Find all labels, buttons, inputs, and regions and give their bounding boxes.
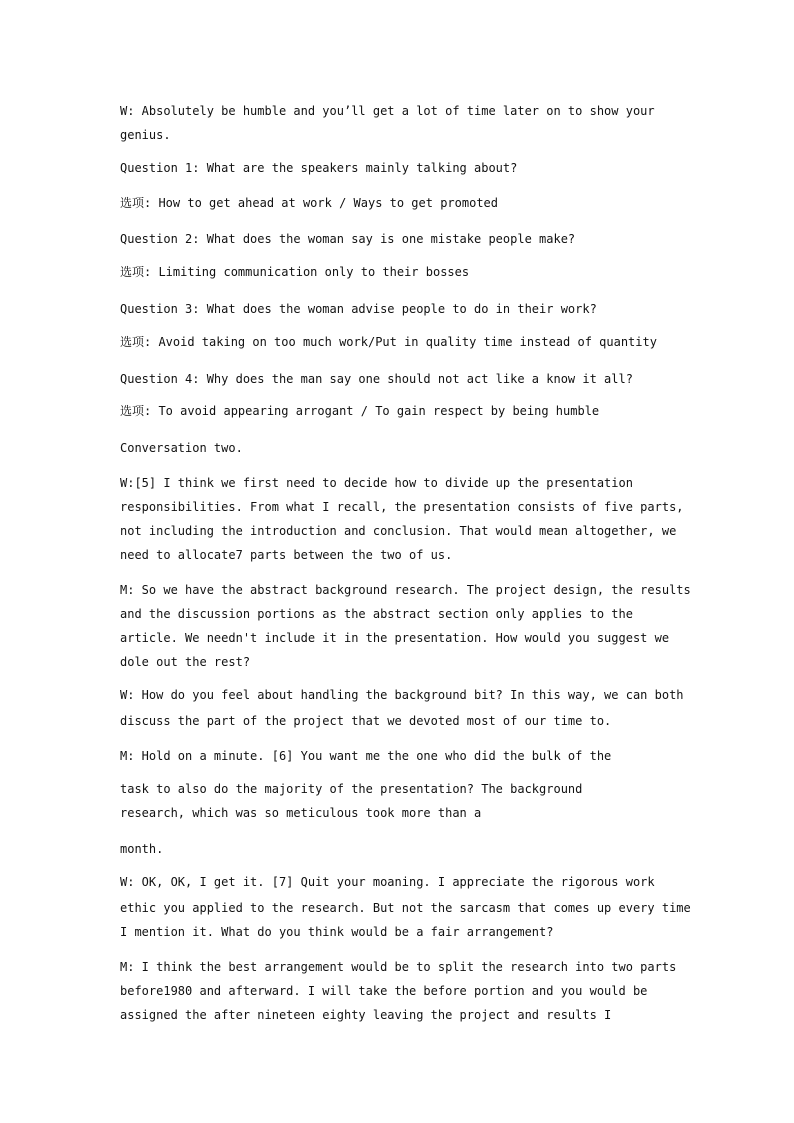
section-heading: Conversation two. [120, 441, 243, 455]
text-line: genius. [120, 128, 171, 142]
question-line: Question 2: What does the woman say is one mistake people make? [120, 232, 576, 246]
text-line: responsibilities. From what I recall, the presentation consists of five parts, [120, 500, 684, 514]
options-line: 选项: How to get ahead at work / Ways to get promoted [120, 196, 499, 210]
text-line: and the discussion portions as the abstract section only applies to the [120, 607, 633, 621]
text-line: ethic you applied to the research. But not the sarcasm that comes up every time [120, 901, 691, 915]
question-line: Question 3: What does the woman advise people to do in their work? [120, 302, 597, 316]
text-line: W: Absolutely be humble and you’ll get a lot of time later on to show your [120, 104, 655, 118]
options-line: 选项: Avoid taking on too much work/Put in quality time instead of quantity [120, 335, 657, 349]
text-line: task to also do the majority of the presentation? The background [120, 782, 583, 796]
text-line: discuss the part of the project that we devoted most of our time to. [120, 714, 612, 728]
options-line: 选项: Limiting communication only to their bosses [120, 265, 470, 279]
text-line: need to allocate7 parts between the two of us. [120, 548, 453, 562]
text-line: I mention it. What do you think would be a fair arrangement? [120, 925, 554, 939]
question-line: Question 4: Why does the man say one should not act like a know it all? [120, 372, 633, 386]
text-line: before1980 and afterward. I will take the before portion and you would be [120, 984, 648, 998]
text-line: assigned the after nineteen eighty leaving the project and results I [120, 1008, 612, 1022]
text-line: M: I think the best arrangement would be to split the research into two parts [120, 960, 677, 974]
text-line: W: How do you feel about handling the background bit? In this way, we can both [120, 688, 684, 702]
text-line: not including the introduction and conclusion. That would mean altogether, we [120, 524, 677, 538]
text-line: M: Hold on a minute. [6] You want me the one who did the bulk of the [120, 749, 612, 763]
question-line: Question 1: What are the speakers mainly talking about? [120, 161, 518, 175]
options-line: 选项: To avoid appearing arrogant / To gain respect by being humble [120, 404, 600, 418]
text-line: month. [120, 842, 164, 856]
text-line: research, which was so meticulous took more than a [120, 806, 482, 820]
text-line: dole out the rest? [120, 655, 251, 669]
text-line: article. We needn't include it in the presentation. How would you suggest we [120, 631, 670, 645]
text-line: W: OK, OK, I get it. [7] Quit your moaning. I appreciate the rigorous work [120, 875, 655, 889]
text-line: M: So we have the abstract background research. The project design, the results [120, 583, 691, 597]
text-line: W:[5] I think we first need to decide how to divide up the presentation [120, 476, 633, 490]
